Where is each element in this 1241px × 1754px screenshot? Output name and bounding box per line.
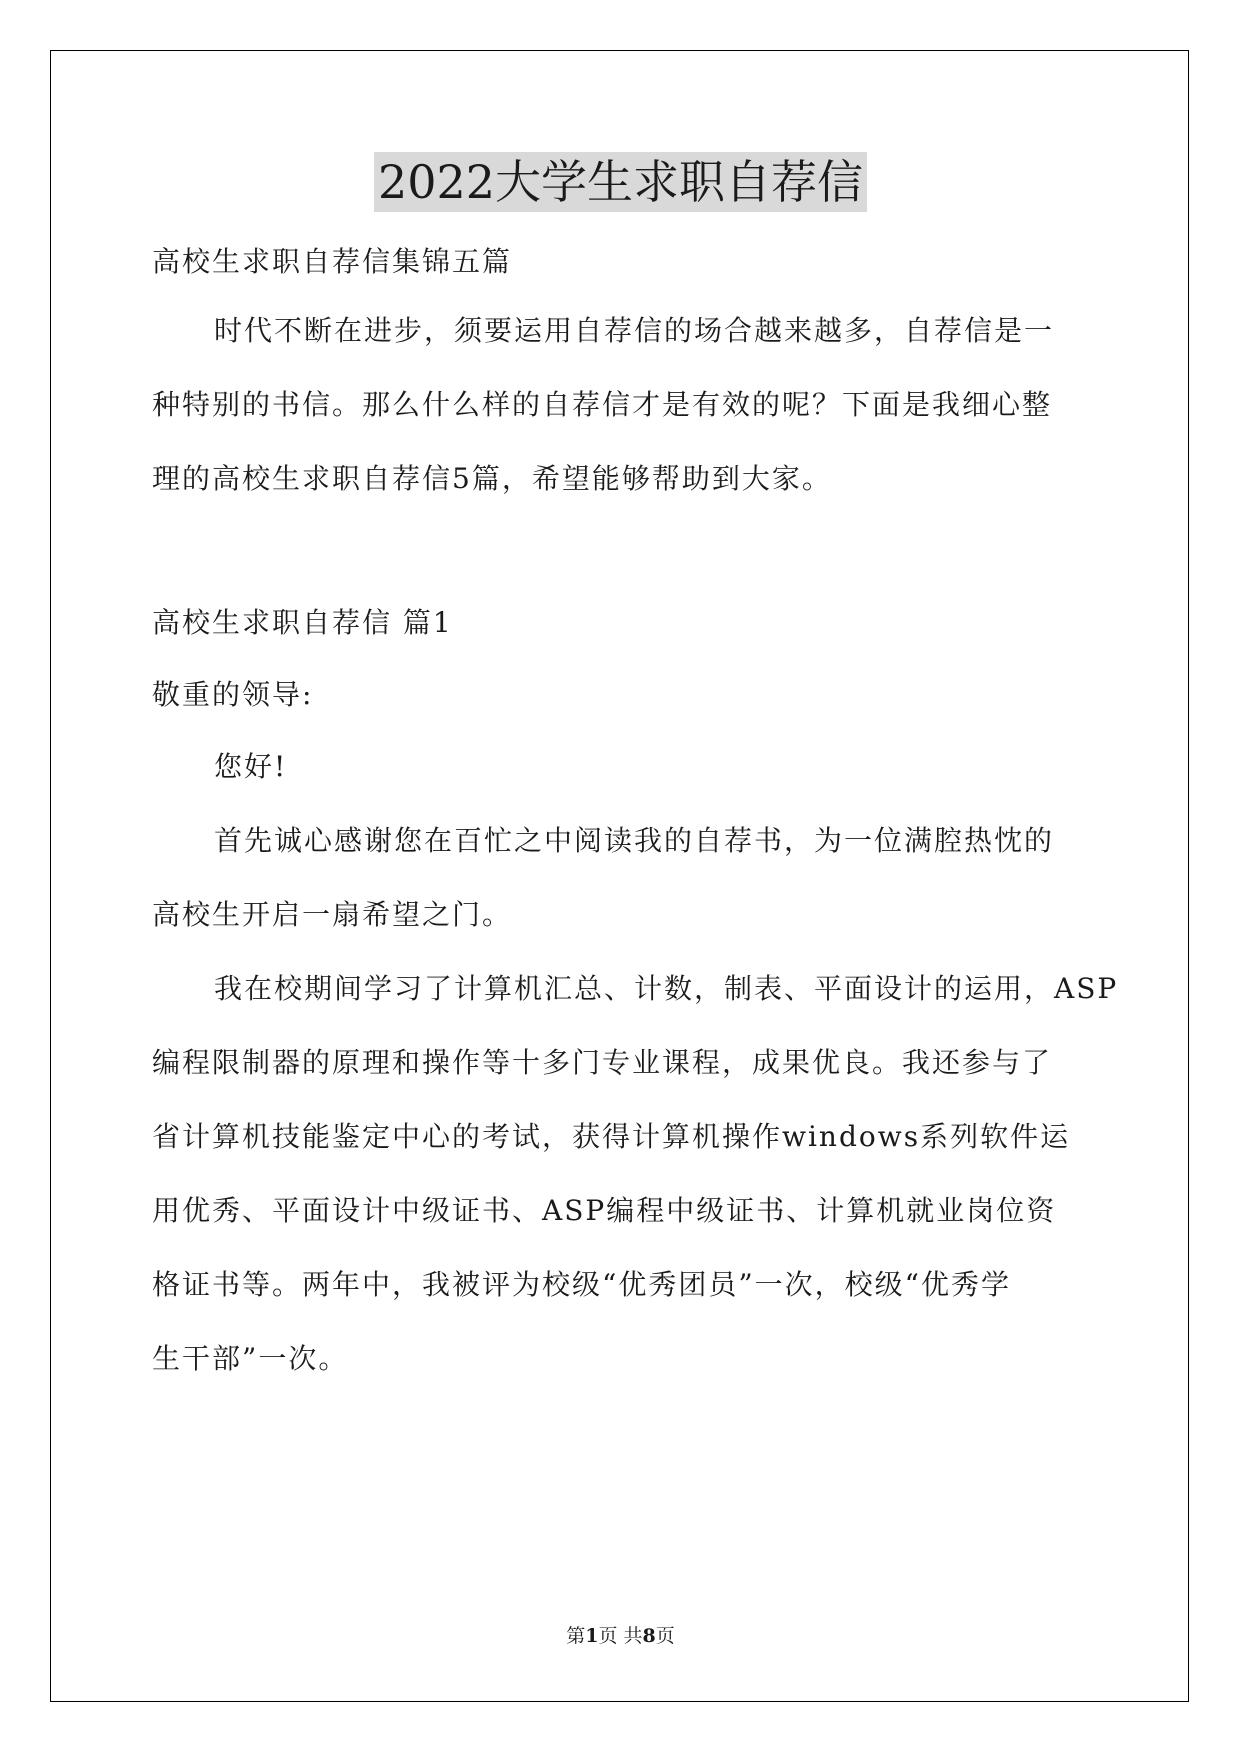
- intro-line-3: 理的高校生求职自荐信5篇，希望能够帮助到大家。: [152, 462, 832, 495]
- page-footer: [0, 1624, 1241, 1648]
- page-title: 2022大学生求职自荐信: [374, 152, 867, 212]
- footer-mid: 页 共: [598, 1625, 643, 1647]
- intro-line-1: 时代不断在进步，须要运用自荐信的场合越来越多，自荐信是一: [214, 314, 1055, 347]
- para2-line-6: 生干部”一次。: [152, 1342, 349, 1375]
- para1-line-2: 高校生开启一扇希望之门。: [152, 898, 513, 931]
- footer-suffix: 页: [655, 1625, 675, 1647]
- para2-line-4: 用优秀、平面设计中级证书、ASP编程中级证书、计算机就业岗位资: [152, 1194, 1057, 1227]
- greeting: 您好!: [214, 750, 288, 783]
- footer-total-pages: 8: [642, 1625, 656, 1647]
- intro-line-2: 种特别的书信。那么什么样的自荐信才是有效的呢？下面是我细心整: [152, 388, 1053, 421]
- para2-line-5: 格证书等。两年中，我被评为校级“优秀团员”一次，校级“优秀学: [152, 1268, 1011, 1301]
- para1-line-1: 首先诚心感谢您在百忙之中阅读我的自荐书，为一位满腔热忱的: [214, 824, 1055, 857]
- footer-page-number: 1: [585, 1625, 599, 1647]
- page-border: [50, 50, 1189, 1702]
- footer-prefix: 第: [566, 1625, 586, 1647]
- title-wrap: [0, 152, 1241, 212]
- subtitle: 高校生求职自荐信集锦五篇: [152, 245, 513, 278]
- section-heading: 高校生求职自荐信 篇1: [152, 606, 453, 639]
- para2-line-2: 编程限制器的原理和操作等十多门专业课程，成果优良。我还参与了: [152, 1046, 1053, 1079]
- para2-line-3: 省计算机技能鉴定中心的考试，获得计算机操作windows系列软件运: [152, 1120, 1071, 1153]
- para2-line-1: 我在校期间学习了计算机汇总、计数，制表、平面设计的运用，ASP: [214, 972, 1119, 1005]
- salutation: 敬重的领导:: [152, 678, 314, 711]
